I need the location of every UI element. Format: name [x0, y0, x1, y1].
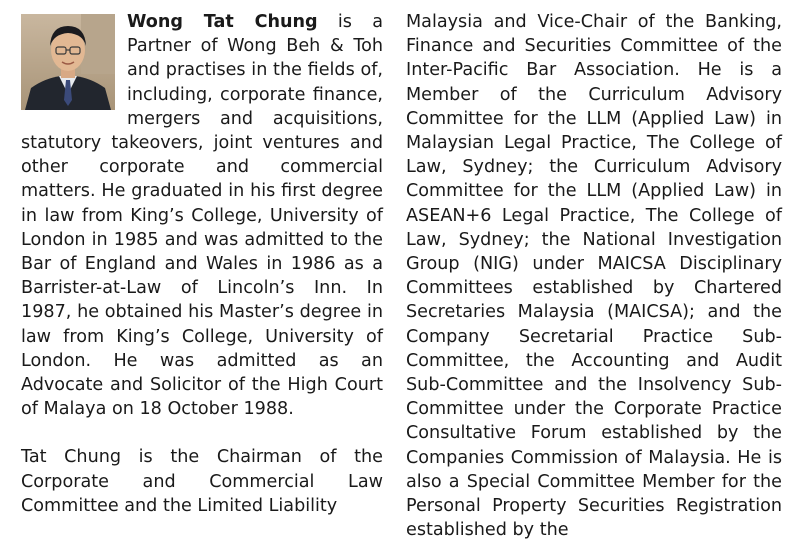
portrait-image: [21, 14, 115, 110]
person-name: Wong Tat Chung: [127, 12, 318, 32]
left-column: [21, 10, 383, 518]
portrait-photo: [21, 14, 115, 110]
bio-paragraph-1-text: is a Partner of Wong Beh & Toh and practises in the fields of, including, corporate finance, mergers and acquisitions, statutory takeovers, joint ventures and other corporate and commercial matters. He graduated in his first degree in law from King’s College, University of London in 1985 and was admitted to the Bar of England and Wales in 1986 as a Barrister-at-Law of Lincoln’s Inn. In 1987, he obtained his Master’s degree in law from King’s College, University of London. He was admitted as an Advocate and Solicitor of the High Court of Malaya on 18 October 1988.: [21, 12, 383, 420]
bio-paragraph-2: Tat Chung is the Chairman of the Corporate and Commercial Law Committee and the Limited Liability: [21, 447, 383, 516]
bio-paragraph-continued: Malaysia and Vice-Chair of the Banking, Finance and Securities Committee of the Inter-Pacific Bar Association. He is a Member of the Curriculum Advisory Committee for the LLM (Applied Law) in Malaysian Legal Practice, The College of Law, Sydney; the Curriculum Advisory Committee for the LLM (Applied Law) in ASEAN+6 Legal Practice, The College of Law, Sydney; the National Investigation Group (NIG) under MAICSA Disciplinary Committees established by Chartered Secretaries Malaysia (MAICSA); and the Company Secretarial Practice Sub-Committee, the Accounting and Audit Sub-Committee and the Insolvency Sub-Committee under the Corporate Practice Consultative Forum established by the Companies Commission of Malaysia. He is also a Special Committee Member for the Personal Property Securities Registration established by the: [406, 12, 782, 541]
paragraph-gap: [21, 421, 383, 445]
right-column: [406, 10, 782, 542]
